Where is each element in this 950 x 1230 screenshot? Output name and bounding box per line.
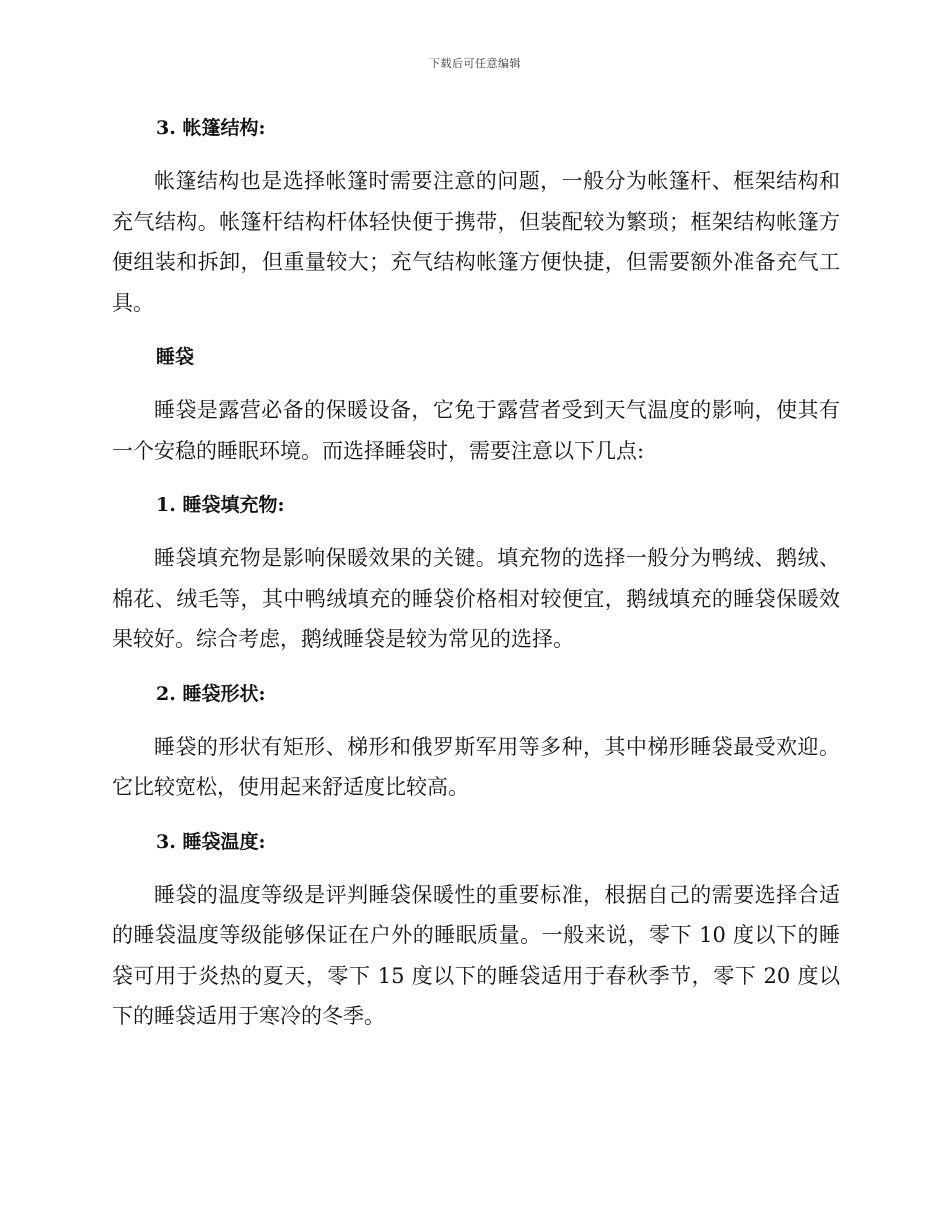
document-body (112, 108, 840, 1037)
paragraph-sleeping-bag: 睡袋是露营必备的保暖设备，它免于露营者受到天气温度的影响，使其有一个安稳的睡眠环境。而选择睡袋时，需要注意以下几点: (112, 398, 840, 463)
section-heading-filling: 1. 睡袋填充物: (156, 494, 285, 516)
section-heading-tent-structure: 3. 帐篷结构: (156, 117, 266, 139)
section-heading-shape: 2. 睡袋形状: (156, 682, 266, 705)
paragraph-temperature: 睡袋的温度等级是评判睡袋保暖性的重要标准，根据自己的需要选择合适的睡袋温度等级能够保证在户外的睡眠质量。一般来说，零下 10 度以下的睡袋可用于炎热的夏天，零下 15 度以下的睡袋适用于春秋季节，零下 20 度以下的睡袋适用于寒冷的冬季。 (112, 882, 840, 1028)
paragraph-shape: 睡袋的形状有矩形、梯形和俄罗斯军用等多种，其中梯形睡袋最受欢迎。它比较宽松，使用起来舒适度比较高。 (112, 734, 840, 799)
paragraph-filling: 睡袋填充物是影响保暖效果的关键。填充物的选择一般分为鸭绒、鹅绒、棉花、绒毛等，其中鸭绒填充的睡袋价格相对较便宜，鹅绒填充的睡袋保暖效果较好。综合考虑，鹅绒睡袋是较为常见的选择。 (112, 546, 840, 651)
page-header: 下载后可任意编辑 (429, 57, 521, 70)
section-heading-temperature: 3. 睡袋温度: (156, 830, 266, 853)
section-heading-sleeping-bag: 睡袋 (156, 346, 195, 368)
paragraph-tent-structure: 帐篷结构也是选择帐篷时需要注意的问题，一般分为帐篷杆、框架结构和充气结构。帐篷杆结构杆体轻快便于携带，但装配较为繁琐；框架结构帐篷方便组装和拆卸，但重量较大；充气结构帐篷方便快捷，但需要额外准备充气工具。 (112, 169, 840, 315)
